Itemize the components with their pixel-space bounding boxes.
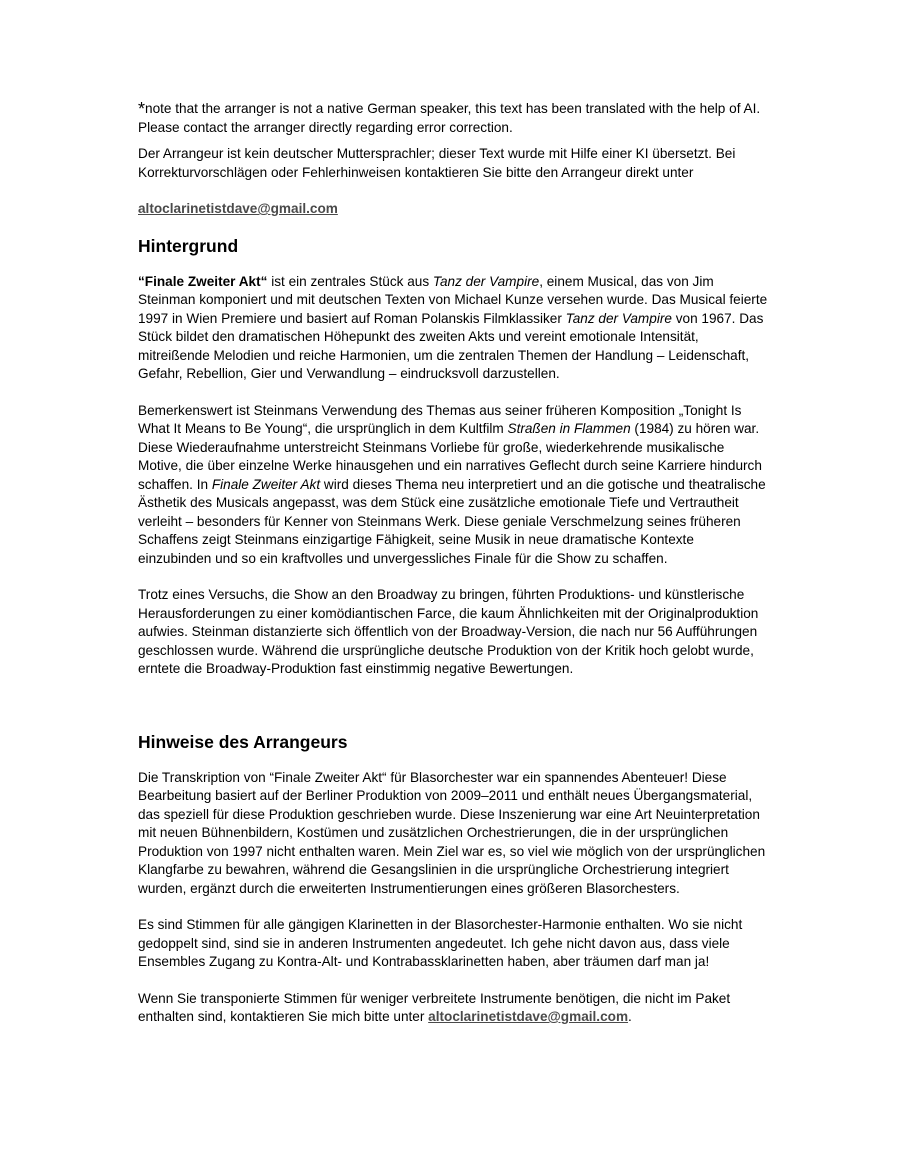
musical-title: Tanz der Vampire [432,273,540,289]
background-paragraph-1: “Finale Zweiter Akt“ ist ein zentrales Stück aus Tanz der Vampire, einem Musical, das von Jim Steinman komponiert und mit deutschen Texten von Michael Kunze versehen wurde. Das Musical feierte 1997 in Wien Premiere und basiert auf Roman Polanskis Filmklassiker Tanz der Vampire von 1967. Das Stück bildet den dramatischen Höhepunkt des zweiten Akts und vereint emotionale Intensität, mitreißende Melodien und reiche Harmonien, um die zentralen Themen der Handlung – Leidenschaft, Gefahr, Rebellion, Gier und Verwandlung – eindrucksvoll darzustellen. [138,273,768,381]
contact-email-link[interactable]: altoclarinetistdave@gmail.com [138,201,338,216]
cult-film-title: Straßen in Flammen [507,421,631,436]
background-paragraph-3: Trotz eines Versuchs, die Show an den Broadway zu bringen, führten Produktions- und künstlerische Herausforderungen zu einer komödiantischen Farce, die kaum Ähnlichkeiten mit der Originalproduktion aufwies. Steinman distanzierte sich öffentlich von der Broadway-Version, die nach nur 56 Aufführungen geschlossen wurde. Während die ursprüngliche deutsche Produktion von der Kritik hoch gelobt wurde, erntete die Broadway-Produktion fast einstimmig negative Bewertungen. [138,587,759,676]
note-asterisk: * [138,99,146,119]
translation-note-english [138,100,768,137]
document-page [138,100,768,1027]
background-paragraph-2: Bemerkenswert ist Steinmans Verwendung des Themas aus seiner früheren Komposition „Tonight Is What It Means to Be Young“, die ursprünglich in dem Kultfilm Straßen in Flammen (1984) zu hören war. Diese Wiederaufnahme unterstreicht Steinmans Vorliebe für große, wiederkehrende musikalische Motive, die über einzelne Werke hinausgehen und ein narratives Geflecht durch seine Karriere hindurch schaffen. In Finale Zweiter Akt wird dieses Thema neu interpretiert und an die gotische und theatralische Ästhetik des Musicals angepasst, was dem Stück eine zusätzliche emotionale Tiefe und Vertrautheit verleiht – besonders für Kenner von Steinmans Werk. Diese geniale Verschmelzung seines früheren Schaffens zeigt Steinmans einzigartige Fähigkeit, seine Musik in neue dramatische Kontexte einzubinden und so ein kraftvolles und unvergessliches Finale für die Show zu schaffen. [138,402,766,566]
note-english-text: note that the arranger is not a native German speaker, this text has been translated with the help of AI. Please contact the arranger directly regarding error correction. [138,101,761,135]
contact-email-line [138,200,768,219]
heading-background: Hintergrund [138,235,239,256]
translation-note-german: Der Arrangeur ist kein deutscher Muttersprachler; dieser Text wurde mit Hilfe einer KI übersetzt. Bei Korrekturvorschlägen oder Fehlerhinweisen kontaktieren Sie bitte den Arrangeur direkt unter [138,146,736,180]
arranger-paragraph-3: Wenn Sie transponierte Stimmen für weniger verbreitete Instrumente benötigen, die nicht im Paket enthalten sind, kontaktieren Sie mich bitte unter altoclarinetistdave@gmail.com. [138,990,731,1024]
film-title: Tanz der Vampire [565,310,672,326]
arranger-paragraph-1: Die Transkription von “Finale Zweiter Akt“ für Blasorchester war ein spannendes Abenteuer! Diese Bearbeitung basiert auf der Berliner Produktion von 2009–2011 und enthält neues Übergangsmaterial, das speziell für diese Produktion geschrieben wurde. Diese Inszenierung war eine Art Neuinterpretation mit neuen Bühnenbildern, Kostümen und zusätzlichen Orchestrierungen, die in der ursprünglichen Produktion von 1997 nicht enthalten waren. Mein Ziel war es, so viel wie möglich von der ursprünglichen Klangfarbe zu bewahren, während die Gesangslinien in die ursprüngliche Orchestrierung integriert wurden, ergänzt durch die erweiterten Instrumentierungen eines größeren Blasorchesters. [138,769,766,896]
arranger-paragraph-2: Es sind Stimmen für alle gängigen Klarinetten in der Blasorchester-Harmonie enthalten. Wo sie nicht gedoppelt sind, sind sie in anderen Instrumenten angedeutet. Ich gehe nicht davon aus, dass viele Ensembles Zugang zu Kontra-Alt- und Kontrabassklarinetten haben, aber träumen darf man ja! [138,917,743,969]
arranger-email-link[interactable]: altoclarinetistdave@gmail.com [428,1009,629,1024]
piece-title-italic: Finale Zweiter Akt [211,476,321,492]
heading-arranger-notes: Hinweise des Arrangeurs [138,731,348,752]
piece-title: “Finale Zweiter Akt“ [138,273,268,289]
